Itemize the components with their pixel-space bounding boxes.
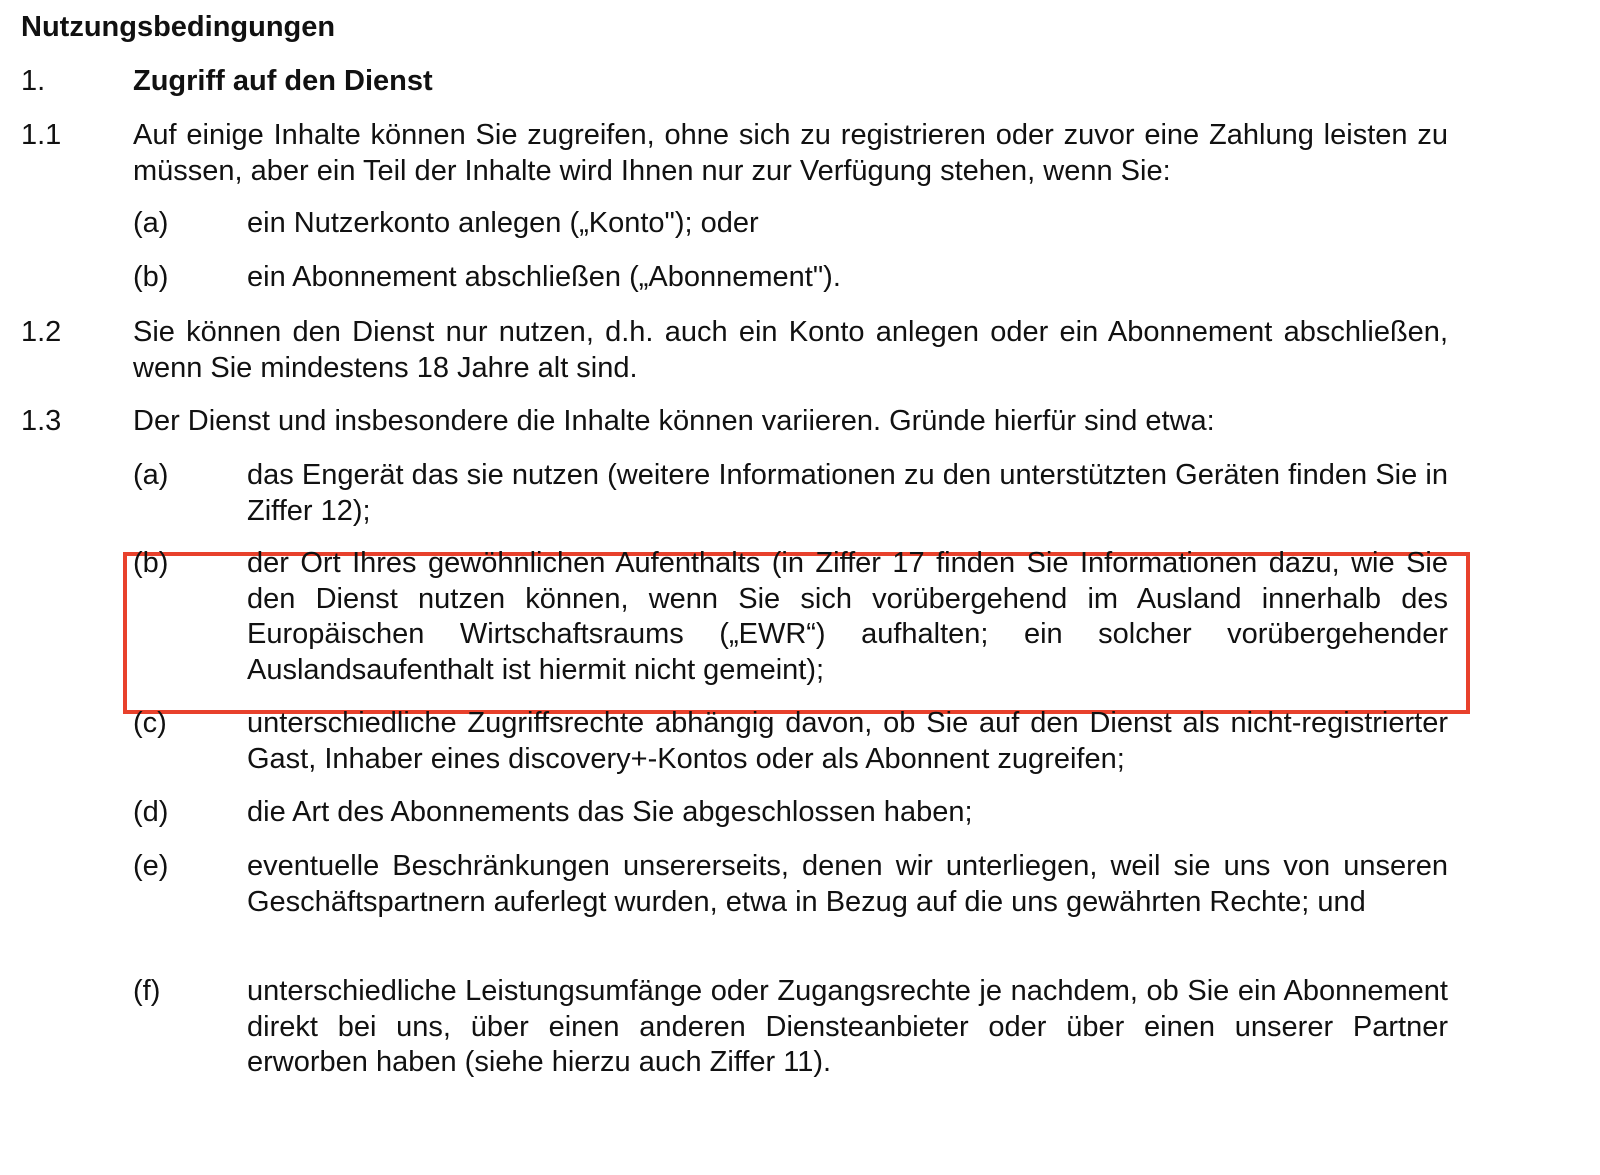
- paragraph-text-1-1: Auf einige Inhalte können Sie zugreifen, ohne sich zu registrieren oder zuvor eine Zahlung leisten zu müssen, aber ein Teil der Inhalte wird Ihnen nur zur Verfügung stehen, wenn Sie:: [133, 119, 1448, 187]
- item-label-1-1-a: (a): [133, 207, 169, 239]
- item-label-1-3-f: (f): [133, 975, 161, 1007]
- item-text-1-3-b: der Ort Ihres gewöhnlichen Aufenthalts (in Ziffer 17 finden Sie Informationen dazu, wie Sie den Dienst nutzen können, wenn Sie sich vorübergehend im Ausland innerhalb des Europäischen Wirtschaftsraums („EWR“) aufhalten; ein solcher vorübergehender Auslandsaufenthalt ist hiermit nicht gemeint);: [247, 547, 1448, 686]
- document-title: Nutzungsbedingungen: [21, 11, 336, 43]
- item-label-1-3-d: (d): [133, 796, 169, 828]
- item-label-1-3-b: (b): [133, 547, 169, 579]
- item-text-1-3-d: die Art des Abonnements das Sie abgeschlossen haben;: [247, 796, 973, 828]
- paragraph-number-1-2: 1.2: [21, 316, 62, 348]
- paragraph-number-1-3: 1.3: [21, 405, 62, 437]
- item-text-1-1-b: ein Abonnement abschließen („Abonnement").: [247, 261, 841, 293]
- item-text-1-3-a: das Engerät das sie nutzen (weitere Informationen zu den unterstützten Geräten finden Sie in Ziffer 12);: [247, 459, 1448, 527]
- item-label-1-1-b: (b): [133, 261, 169, 293]
- item-text-1-3-e: eventuelle Beschränkungen unsererseits, denen wir unterliegen, weil sie uns von unseren Geschäftspartnern auferlegt wurden, etwa in Bezug auf die uns gewährten Rechte; und: [247, 850, 1448, 918]
- section-title: Zugriff auf den Dienst: [133, 65, 433, 97]
- paragraph-number-1-1: 1.1: [21, 119, 62, 151]
- item-text-1-3-c: unterschiedliche Zugriffsrechte abhängig davon, ob Sie auf den Dienst als nicht-registrierter Gast, Inhaber eines discovery+-Kontos oder als Abonnent zugreifen;: [247, 707, 1448, 775]
- item-label-1-3-a: (a): [133, 459, 169, 491]
- item-text-1-1-a: ein Nutzerkonto anlegen („Konto"); oder: [247, 207, 759, 239]
- item-text-1-3-f: unterschiedliche Leistungsumfänge oder Zugangsrechte je nachdem, ob Sie ein Abonnement direkt bei uns, über einen anderen Diensteanbieter oder über einen unserer Partner erworben haben (siehe hierzu auch Ziffer 11).: [247, 975, 1448, 1078]
- item-label-1-3-c: (c): [133, 707, 167, 739]
- item-label-1-3-e: (e): [133, 850, 169, 882]
- section-number: 1.: [21, 65, 46, 97]
- paragraph-text-1-2: Sie können den Dienst nur nutzen, d.h. auch ein Konto anlegen oder ein Abonnement abschließen, wenn Sie mindestens 18 Jahre alt sind.: [133, 316, 1448, 384]
- paragraph-text-1-3: Der Dienst und insbesondere die Inhalte können variieren. Gründe hierfür sind etwa:: [133, 405, 1215, 437]
